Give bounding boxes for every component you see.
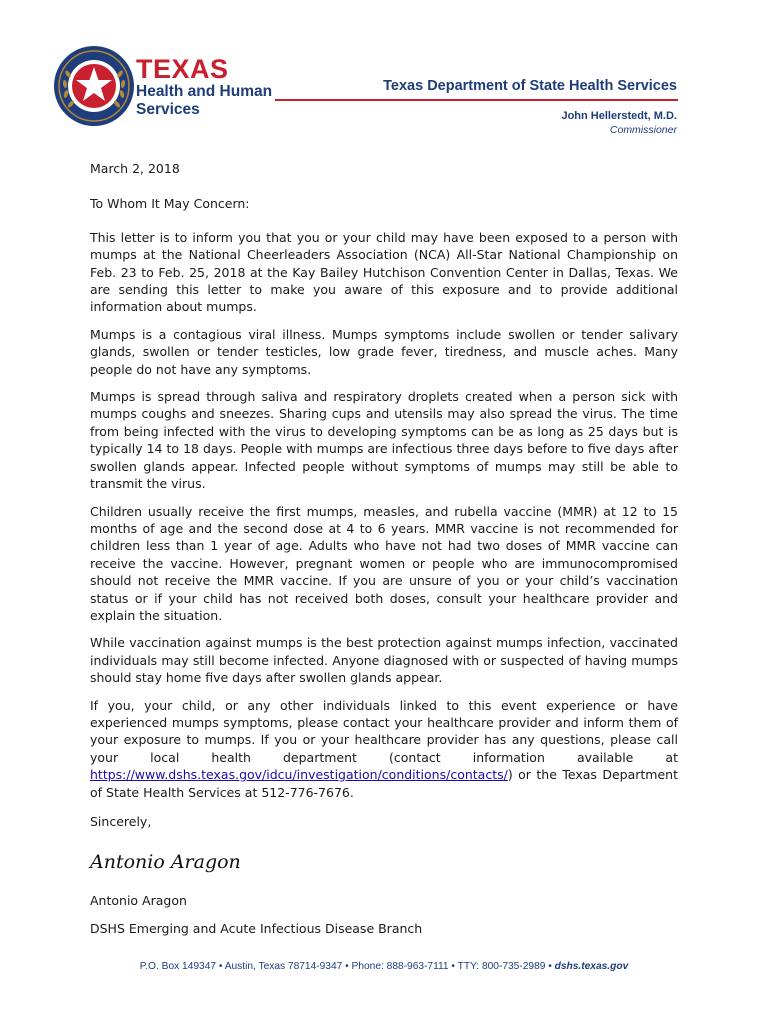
org-name-texas: TEXAS xyxy=(136,54,229,84)
footer-website: dshs.texas.gov xyxy=(554,961,629,972)
texas-hhs-seal-logo xyxy=(52,44,136,128)
letter-closing: Sincerely, xyxy=(90,814,152,829)
commissioner-title: Commissioner xyxy=(609,124,677,136)
organization-name xyxy=(136,56,272,119)
contacts-link[interactable]: https://www.dshs.texas.gov/idcu/investigation/conditions/contacts/ xyxy=(90,767,508,783)
paragraph-exposure-notice: This letter is to inform you that you or your child may have been exposed to a person with mumps at the National Cheerleaders Association (NCA) All-Star National Championship on Feb. 23 to Feb. 25, 2018 at the Kay Bailey Hutchison Convention Center in Dallas, Texas. We are sending this letter to make you aware of this exposure and to provide additional information about mumps. xyxy=(90,229,678,315)
signer-branch: DSHS Emerging and Acute Infectious Disease Branch xyxy=(90,920,423,936)
commissioner-name: John Hellerstedt, M.D. xyxy=(561,110,677,122)
handwritten-signature: Antonio Aragon xyxy=(90,851,241,874)
paragraph-vaccination: Children usually receive the first mumps, measles, and rubella vaccine (MMR) at 12 to 15 months of age and the second dose at 4 to 6 years. MMR vaccine is not recommended for children less than 1 year of age. Adults who have not had two doses of MMR vaccine can receive the vaccine. However, pregnant women or people who are immunocompromised should not receive the MMR vaccine. If you are unsure of you or your child’s vaccination status or if your child has not received both doses, consult your healthcare provider and explain the situation. xyxy=(90,503,678,623)
commissioner-block xyxy=(561,109,677,137)
letter-date: March 2, 2018 xyxy=(90,161,180,176)
paragraph-protection: While vaccination against mumps is the best protection against mumps infection, vaccinated individuals may still become infected. Anyone diagnosed with or suspected of having mumps should stay home five days after swollen glands appear. xyxy=(90,635,678,686)
footer-contact-line xyxy=(0,961,768,972)
org-name-line2: Services xyxy=(136,101,200,118)
department-name: Texas Department of State Health Services xyxy=(383,78,677,94)
org-name-line1: Health and Human xyxy=(136,83,273,100)
contact-text-end: ) or the Texas Department of State Health Services at 512-776-7676. xyxy=(90,767,678,800)
letter-body xyxy=(90,160,678,947)
signer-name: Antonio Aragon xyxy=(90,893,187,909)
letter-salutation: To Whom It May Concern: xyxy=(90,196,250,212)
paragraph-transmission: Mumps is spread through saliva and respiratory droplets created when a person sick with mumps coughs and sneezes. Sharing cups and utensils may also spread the virus. The time from being infected with the virus to developing symptoms can be as long as 25 days but is typically 14 to 18 days. People with mumps are infectious three days before to five days after swollen glands appear. Infected people without symptoms of mumps may still be able to transmit the virus. xyxy=(90,389,678,492)
contact-text-start: If you, your child, or any other individuals linked to this event experience or have experienced mumps symptoms, please contact your healthcare provider and inform them of your exposure to mumps. If you or your healthcare provider has any questions, please call your local health department (contact information available at xyxy=(90,697,678,765)
header-divider xyxy=(275,99,678,101)
paragraph-contact xyxy=(90,697,678,801)
footer-address: P.O. Box 149347 • Austin, Texas 78714-9347 • Phone: 888-963-7111 • TTY: 800-735-2989 • xyxy=(139,961,555,972)
paragraph-symptoms: Mumps is a contagious viral illness. Mumps symptoms include swollen or tender salivary glands, swollen or tender testicles, low grade fever, tiredness, and muscle aches. Many people do not have any symptoms. xyxy=(90,326,678,377)
